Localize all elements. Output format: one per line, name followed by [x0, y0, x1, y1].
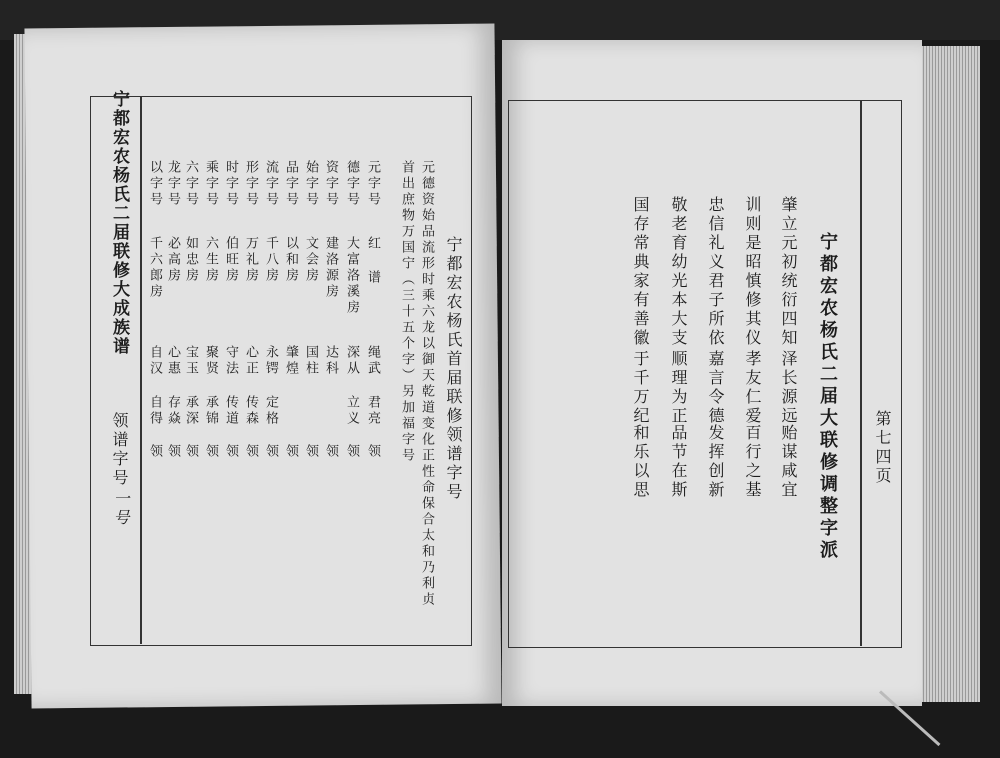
poem-line: 孝友仁爱 [743, 350, 762, 426]
row-number: 以字号 [147, 160, 162, 208]
row-number: 乘字号 [203, 160, 218, 208]
row-house: 红 谱 [365, 236, 380, 286]
row-number: 龙字号 [165, 160, 180, 208]
poem-line: 光本大支 [669, 272, 688, 348]
row-number: 流字号 [263, 160, 278, 208]
row-names: 肇煌 [283, 345, 298, 377]
row-house: 大富洛溪房 [344, 236, 359, 316]
row-receipt: 领 [365, 444, 380, 460]
row-number: 形字号 [243, 160, 258, 208]
row-house: 千八房 [263, 236, 278, 284]
row-house: 如忠房 [183, 236, 198, 284]
row-names: 心惠 存焱 [165, 345, 180, 427]
intro-line-1: 元德资始品流形时乘六龙以御天乾道变化正性命保合太和乃利贞 [419, 160, 434, 608]
left-side-label: 领谱字号 [110, 412, 129, 488]
poem-line: 训则是昭 [743, 196, 762, 272]
row-number: 时字号 [223, 160, 238, 208]
poem-line: 品节在斯 [669, 424, 688, 500]
poem-line: 和乐以思 [631, 424, 650, 500]
row-receipt: 领 [243, 444, 258, 460]
row-house: 千六郎房 [147, 236, 162, 300]
row-receipt: 领 [303, 444, 318, 460]
row-names: 国柱 [303, 345, 318, 377]
row-receipt: 领 [263, 444, 278, 460]
row-names: 宝玉 承深 [183, 345, 198, 427]
poem-line: 国存常典 [631, 196, 650, 272]
row-receipt: 领 [203, 444, 218, 460]
left-side-handwritten: 一号 [111, 490, 130, 528]
left-heading: 宁都宏农杨氏首届联修领谱字号 [444, 236, 463, 502]
left-side-title: 宁都宏农杨氏二届联修大成族谱 [109, 90, 129, 356]
row-receipt: 领 [165, 444, 180, 460]
row-house: 文会房 [303, 236, 318, 284]
right-page-margin-rule [860, 100, 862, 646]
row-house: 必高房 [165, 236, 180, 284]
poem-line: 忠信礼义 [706, 196, 725, 272]
poem-line: 泽长源远 [779, 350, 798, 426]
row-number: 始字号 [303, 160, 318, 208]
row-receipt: 领 [323, 444, 338, 460]
poem-line: 发挥创新 [706, 424, 725, 500]
row-house: 伯旺房 [223, 236, 238, 284]
poem-line: 统衍四知 [779, 272, 798, 348]
row-names: 心正 传森 [243, 345, 258, 427]
row-number: 资字号 [323, 160, 338, 208]
row-names: 聚贤 承锦 [203, 345, 218, 427]
row-receipt: 领 [183, 444, 198, 460]
right-page-edges [918, 46, 980, 702]
poem-line: 肇立元初 [779, 196, 798, 272]
row-names: 自汉 自得 [147, 345, 162, 427]
row-number: 品字号 [283, 160, 298, 208]
right-heading: 宁都宏农杨氏二届大联修调整字派 [817, 232, 838, 562]
poem-line: 贻谋咸宜 [779, 424, 798, 500]
row-names: 深从 立义 [344, 345, 359, 427]
poem-line: 敬老育幼 [669, 196, 688, 272]
right-page-frame [508, 100, 902, 648]
poem-line: 君子所依 [706, 272, 725, 348]
row-number: 元字号 [365, 160, 380, 208]
row-names: 绳武 君亮 [365, 345, 380, 427]
row-number: 德字号 [344, 160, 359, 208]
poem-line: 百行之基 [743, 424, 762, 500]
left-page-margin-rule [140, 96, 142, 644]
row-names: 永锷 定格 [263, 345, 278, 427]
page-number: 第七四页 [873, 410, 892, 486]
row-names: 守法 传道 [223, 345, 238, 427]
row-house: 建洛源房 [323, 236, 338, 300]
row-receipt: 领 [223, 444, 238, 460]
poem-line: 嘉言令德 [706, 350, 725, 426]
poem-line: 慎修其仪 [743, 272, 762, 348]
poem-line: 家有善徽 [631, 272, 650, 348]
row-receipt: 领 [147, 444, 162, 460]
row-receipt: 领 [283, 444, 298, 460]
row-receipt: 领 [344, 444, 359, 460]
row-house: 以和房 [283, 236, 298, 284]
intro-line-2: 首出庶物万国宁（三十五个字）另加福字号 [399, 160, 414, 464]
row-names: 达科 [323, 345, 338, 377]
row-house: 六生房 [203, 236, 218, 284]
poem-line: 于千万纪 [631, 350, 650, 426]
row-house: 万礼房 [243, 236, 258, 284]
poem-line: 顺理为正 [669, 350, 688, 426]
row-number: 六字号 [183, 160, 198, 208]
